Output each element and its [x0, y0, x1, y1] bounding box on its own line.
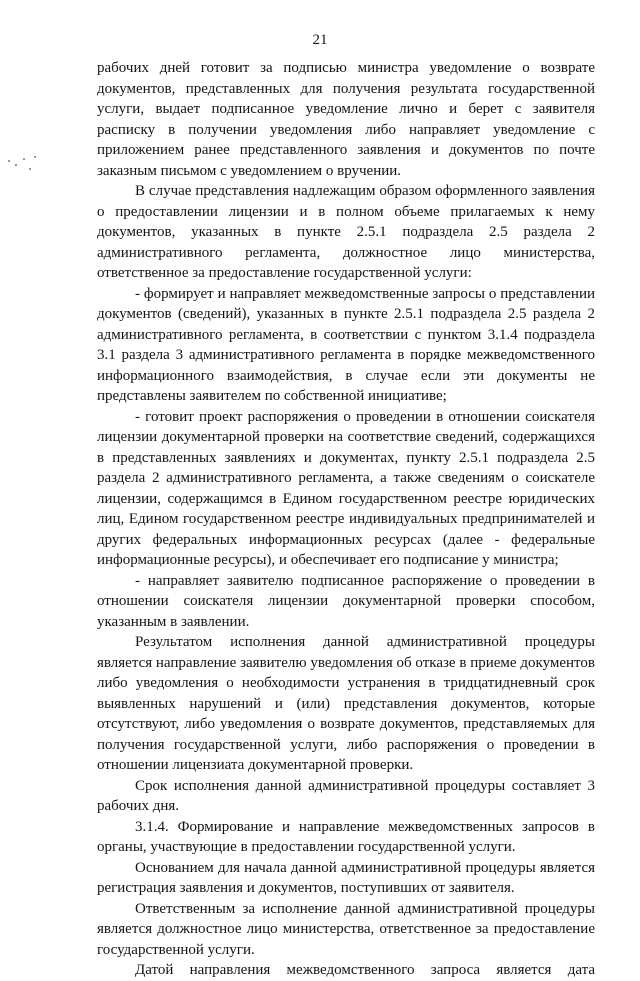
- scan-speck: [34, 156, 36, 158]
- paragraph-responsible-person: Ответственным за исполнение данной административной процедуры является должностное лицо министерства, ответственное за предоставление государственной услуги.: [97, 900, 595, 958]
- document-body: [97, 58, 595, 981]
- scan-speck: [29, 168, 31, 170]
- paragraph-procedure-result: Результатом исполнения данной административной процедуры является направление заявителю уведомления об отказе в приеме документов либо уведомления о необходимости устранения в тридцатидневный срок выявленных нарушений и (или) представления документов, которые отсутствуют, либо уведомления о возврате документов, представляемых для получения государственной услуги, либо распоряжения о проведении в отношении лицензиата документарной проверки.: [97, 634, 595, 773]
- paragraph-proper-application: В случае представления надлежащим образом оформленного заявления о предоставлении лицензии и в полном объеме прилагаемых к нему документов, указанных в пункте 2.5.1 подраздела 2.5 раздела 2 административного регламента, должностное лицо министерства, ответственное за предоставление государственной услуги:: [97, 183, 595, 281]
- paragraph-interagency-requests: - формирует и направляет межведомственные запросы о представлении документов (сведений), указанных в пункте 2.5.1 подраздела 2.5 раздела 2 административного регламента, в соответствии с пунктом 3.1.4 подраздела 3.1 раздела 3 административного регламента в порядке межведомственного информационного взаимодействия, в случае если эти документы не представлены заявителем по собственной инициативе;: [97, 285, 595, 404]
- paragraph-procedure-term: Срок исполнения данной административной процедуры составляет 3 рабочих дня.: [97, 777, 595, 814]
- paragraph-draft-order: - готовит проект распоряжения о проведении в отношении соискателя лицензии документарной проверки на соответствие сведений, содержащихся в представленных заявлениях и документах, пункту 2.5.1 подраздела 2.5 раздела 2 административного регламента, а также сведениям о соискателе лицензии, содержащимся в Едином государственном реестре юридических лиц, Едином государственном реестре индивидуальных предпринимателей и других федеральных информационных ресурсах (далее - федеральные информационные ресурсы), и обеспечивает его подписание у министра;: [97, 408, 595, 568]
- scan-speck: [8, 160, 10, 162]
- scan-speck: [23, 158, 25, 160]
- paragraph-return-notice: рабочих дней готовит за подписью министра уведомление о возврате документов, представленных для получения результата государственной услуги, выдает подписанное уведомление лично и берет с заявителя расписку в получении уведомления либо направляет уведомление с приложением ранее представленного заявления и документов по почте заказным письмом с уведомлением о вручении.: [97, 60, 595, 179]
- scan-speck: [15, 164, 17, 166]
- paragraph-send-order: - направляет заявителю подписанное распоряжение о проведении в отношении соискателя лицензии документарной проверки способом, указанным в заявлении.: [97, 572, 595, 630]
- page-number: 21: [312, 32, 328, 48]
- paragraph-request-date: Датой направления межведомственного запроса является дата: [135, 962, 595, 978]
- paragraph-section-3-1-4: 3.1.4. Формирование и направление межведомственных запросов в органы, участвующие в предоставлении государственной услуги.: [97, 818, 595, 855]
- paragraph-procedure-basis: Основанием для начала данной административной процедуры является регистрация заявления и документов, поступивших от заявителя.: [97, 859, 595, 896]
